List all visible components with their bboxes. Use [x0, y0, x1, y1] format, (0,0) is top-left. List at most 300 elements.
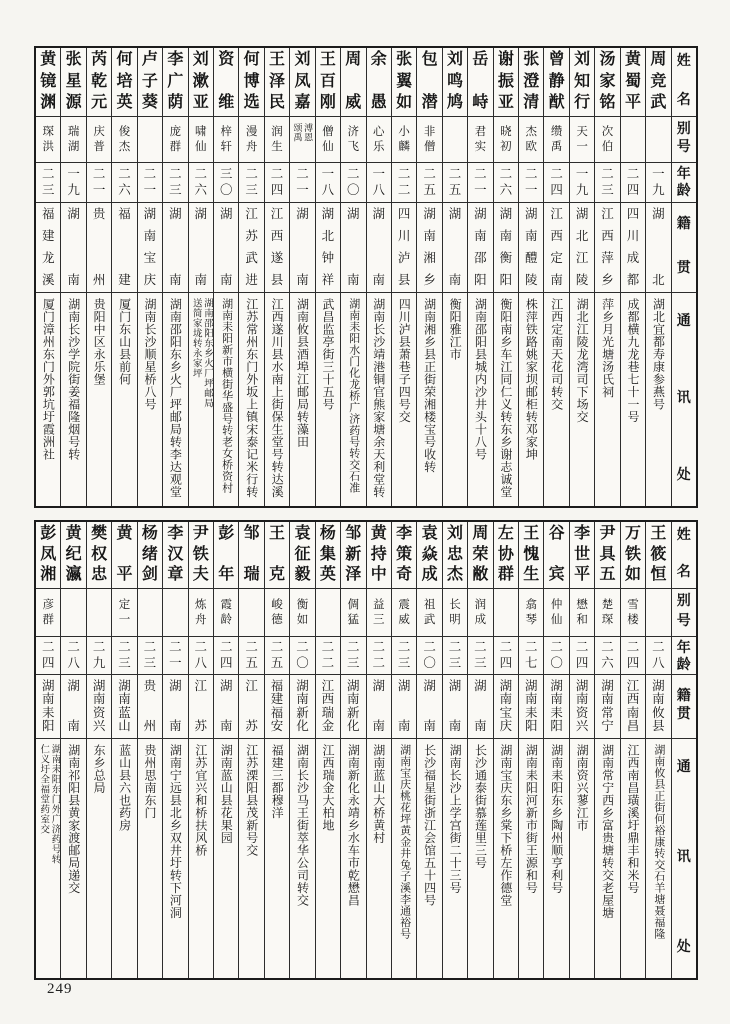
alias-cell — [392, 116, 416, 162]
glyph: 六 — [601, 655, 614, 670]
glyph: 征 — [294, 545, 311, 563]
name-cell — [392, 522, 416, 588]
glyph: 州 — [143, 718, 157, 733]
glyph: 二 — [626, 640, 640, 655]
glyph: 一 — [67, 167, 80, 182]
vertical-text: 湖北江陵龙湾司下场交 — [575, 298, 590, 423]
glyph: 二 — [270, 167, 284, 182]
glyph: 初 — [500, 140, 512, 153]
glyph: 四 — [397, 207, 411, 221]
glyph: 愧 — [523, 545, 540, 563]
glyph: 南 — [67, 718, 80, 733]
glyph: 川 — [397, 228, 411, 243]
address-cell — [646, 738, 670, 978]
glyph: 三 — [143, 655, 157, 670]
glyph: 琴 — [525, 613, 537, 626]
address-cell — [570, 738, 594, 978]
origin-cell — [443, 202, 467, 292]
glyph: 阳 — [499, 272, 513, 287]
glyph: 新 — [347, 705, 360, 720]
glyph: 庆 — [499, 718, 513, 733]
glyph: 刚 — [319, 94, 336, 112]
glyph: 一 — [92, 182, 106, 197]
glyph: 贯 — [676, 707, 691, 723]
glyph: 江 — [245, 207, 258, 221]
glyph: 福 — [118, 207, 131, 221]
glyph: 五 — [599, 566, 616, 584]
glyph: 南 — [499, 692, 513, 707]
name-cell — [341, 522, 365, 588]
glyph: 祥 — [321, 272, 335, 287]
alias-cell — [519, 116, 543, 162]
age-cell — [443, 162, 467, 202]
glyph: 姓 — [676, 528, 691, 543]
alias-cell — [316, 588, 340, 636]
vertical-text: 湖南常宁西乡富贵塘转交老屋塘 — [600, 744, 615, 919]
vertical-text: 湖南攸县正街何裕康转交石羊塘聂福隆 — [652, 744, 665, 940]
glyph: 一 — [169, 655, 182, 670]
glyph: 如 — [396, 94, 413, 112]
glyph: 湖 — [67, 207, 80, 221]
glyph: 二 — [397, 167, 411, 182]
age-cell — [316, 162, 340, 202]
age-cell — [87, 162, 111, 202]
glyph: 益 — [372, 599, 385, 612]
alias-cell — [367, 116, 391, 162]
glyph: 德 — [271, 613, 283, 626]
glyph: 湘 — [40, 566, 57, 584]
address-cell — [341, 738, 365, 978]
age-cell — [214, 636, 238, 674]
glyph: 缵 — [550, 126, 563, 139]
glyph: 湖 — [219, 207, 233, 221]
glyph: 二 — [143, 640, 157, 655]
glyph: 三 — [41, 182, 55, 197]
glyph: 培 — [116, 72, 133, 90]
glyph: 源 — [65, 94, 82, 112]
glyph: 黄 — [40, 51, 57, 68]
alias-cell — [544, 588, 568, 636]
glyph: 楼 — [627, 613, 639, 626]
name-cell — [621, 522, 645, 588]
glyph: 南 — [550, 272, 563, 287]
glyph: 四 — [499, 655, 513, 670]
glyph: 二 — [118, 640, 131, 655]
glyph: 年 — [676, 641, 691, 656]
directory-table-upper — [34, 46, 698, 508]
glyph: 九 — [575, 182, 589, 197]
directory-table-lower — [34, 520, 698, 980]
glyph: 湖 — [525, 679, 538, 693]
glyph: 八 — [652, 655, 665, 670]
name-cell — [163, 522, 187, 588]
vertical-text: 江西南昌璜溪圩鼎丰和米号 — [626, 744, 641, 894]
entry-column — [366, 48, 391, 506]
vertical-text: 厦门东山县前何 — [117, 298, 132, 386]
vertical-text: 湖南资兴蓼江市 — [575, 744, 590, 832]
glyph: 昌 — [626, 718, 640, 733]
entry-column — [213, 522, 238, 978]
glyph: 五 — [423, 182, 436, 197]
glyph: 天 — [576, 126, 588, 139]
glyph: 南 — [169, 718, 182, 733]
entry-column — [340, 522, 365, 978]
origin-cell — [468, 202, 492, 292]
name-cell — [214, 522, 238, 588]
name-cell — [189, 48, 213, 116]
header-column — [671, 48, 696, 506]
glyph: 二 — [525, 167, 538, 182]
vertical-text: 湖南耒阳东乡陶州顺亨利号 — [549, 744, 564, 894]
glyph: 实 — [474, 140, 487, 153]
glyph: 博 — [243, 72, 260, 90]
glyph: 二 — [397, 182, 411, 197]
glyph: 倜 — [347, 599, 360, 612]
glyph: 星 — [65, 72, 82, 90]
glyph: 中 — [370, 566, 387, 584]
alias-cell — [417, 588, 441, 636]
glyph: 阳 — [525, 718, 538, 733]
glyph: 二 — [448, 640, 462, 655]
glyph: 湖 — [296, 679, 309, 693]
entry-column — [645, 522, 670, 978]
glyph: 选 — [243, 94, 260, 112]
glyph: 化 — [347, 718, 360, 733]
vertical-text: 湖南长沙上学宫街二十三号 — [448, 744, 463, 894]
alias-cell — [468, 588, 492, 636]
glyph: 刘 — [574, 51, 591, 68]
glyph: 南 — [143, 228, 157, 243]
entry-column — [366, 522, 391, 978]
glyph: 南 — [118, 692, 131, 707]
glyph: 南 — [525, 692, 538, 707]
glyph: 百 — [319, 72, 336, 90]
address-cell — [443, 292, 467, 506]
name-cell — [239, 522, 263, 588]
glyph: 〇 — [423, 655, 436, 670]
glyph: 彭 — [218, 525, 235, 542]
glyph: 湖 — [525, 207, 538, 221]
glyph: 瑞 — [321, 705, 335, 720]
vertical-text: 长沙通泰街慕莲里三号 — [473, 744, 488, 869]
glyph: 张 — [65, 51, 82, 68]
name-cell — [189, 522, 213, 588]
glyph: 进 — [245, 272, 258, 287]
header-address — [672, 292, 696, 506]
glyph: 七 — [525, 655, 538, 670]
vertical-text: 湖南邵阳东乡火厂坪邮局 送简家垅转永家坪 — [190, 298, 212, 408]
alias-cell — [214, 588, 238, 636]
glyph: 润 — [474, 599, 487, 612]
alias-cell — [112, 116, 136, 162]
glyph: 资 — [218, 51, 235, 68]
glyph: 平 — [574, 566, 591, 584]
name-cell — [519, 522, 543, 588]
glyph: 南 — [550, 692, 563, 707]
glyph: 如 — [624, 566, 641, 584]
entry-column — [569, 522, 594, 978]
glyph: 宾 — [548, 566, 565, 584]
glyph: 〇 — [219, 182, 233, 197]
alias-cell — [163, 116, 187, 162]
address-cell — [595, 292, 619, 506]
glyph: 行 — [574, 94, 591, 112]
glyph: 建 — [270, 692, 284, 707]
age-cell — [621, 636, 645, 674]
glyph: 蓝 — [118, 705, 131, 720]
header-column — [671, 522, 696, 978]
glyph: 通 — [676, 314, 691, 329]
glyph: 籍 — [676, 689, 691, 704]
glyph: 黄 — [370, 525, 387, 542]
age-cell — [36, 162, 60, 202]
glyph: 黄 — [624, 51, 641, 68]
origin-cell — [519, 674, 543, 738]
origin-cell — [570, 202, 594, 292]
glyph: 处 — [676, 940, 691, 956]
glyph: 乐 — [372, 140, 385, 153]
glyph: 二 — [92, 167, 106, 182]
glyph: 南 — [92, 692, 106, 707]
glyph: 六 — [118, 182, 131, 197]
glyph: 南 — [423, 228, 436, 243]
glyph: 三 — [397, 655, 411, 670]
origin-cell — [519, 202, 543, 292]
address-cell — [265, 738, 289, 978]
age-cell — [519, 636, 543, 674]
age-cell — [468, 162, 492, 202]
glyph: 二 — [67, 640, 80, 655]
origin-cell — [265, 674, 289, 738]
glyph: 武 — [245, 250, 258, 265]
age-cell — [87, 636, 111, 674]
name-cell — [646, 48, 670, 116]
entry-column — [620, 48, 645, 506]
glyph: 二 — [550, 640, 563, 655]
glyph: 生 — [271, 140, 283, 153]
glyph: 王 — [319, 51, 336, 68]
vertical-text: 江苏宜兴和桥扶风桥 — [193, 744, 208, 857]
glyph: 通 — [676, 760, 691, 775]
glyph: 定 — [118, 599, 131, 612]
glyph: 霞 — [220, 599, 232, 612]
glyph: 遂 — [270, 250, 284, 265]
glyph: 八 — [194, 655, 208, 670]
alias-cell — [87, 116, 111, 162]
glyph: 民 — [269, 94, 286, 112]
glyph: 协 — [497, 545, 514, 563]
alias-cell — [646, 588, 670, 636]
address-cell — [112, 292, 136, 506]
glyph: 贵 — [143, 679, 157, 693]
name-cell — [443, 48, 467, 116]
glyph: 湖 — [550, 679, 563, 693]
glyph: 欧 — [525, 140, 537, 153]
glyph: 铁 — [624, 545, 641, 563]
glyph: 泽 — [269, 72, 286, 90]
vertical-text: 江苏常州东门外坂上镇宋泰记米行转 — [244, 298, 259, 498]
name-cell — [367, 522, 391, 588]
glyph: 二 — [347, 167, 360, 182]
glyph: 号 — [676, 614, 691, 630]
glyph: 江 — [601, 207, 614, 221]
glyph: 黄 — [65, 525, 82, 542]
entry-column — [188, 522, 213, 978]
name-cell — [265, 48, 289, 116]
age-cell — [239, 162, 263, 202]
glyph: 轩 — [220, 140, 232, 153]
entry-column — [36, 48, 60, 506]
address-cell — [138, 738, 162, 978]
glyph: 刘 — [294, 51, 311, 68]
entry-column — [416, 48, 441, 506]
alias-cell — [367, 588, 391, 636]
glyph: 三 — [347, 655, 360, 670]
glyph: 毅 — [294, 566, 311, 584]
glyph: 县 — [270, 272, 284, 287]
glyph: 生 — [523, 566, 540, 584]
glyph: 包 — [421, 51, 438, 68]
glyph: 湖 — [296, 207, 309, 221]
glyph: 僧 — [322, 126, 334, 139]
address-cell — [316, 292, 340, 506]
glyph: 忠 — [91, 566, 108, 584]
glyph: 瀛 — [65, 566, 82, 584]
age-cell — [239, 636, 263, 674]
glyph: 兴 — [92, 718, 106, 733]
age-cell — [595, 162, 619, 202]
name-cell — [138, 48, 162, 116]
glyph: 杰 — [118, 140, 131, 153]
name-cell — [468, 522, 492, 588]
glyph: 润 — [271, 126, 283, 139]
origin-cell — [36, 202, 60, 292]
address-cell — [138, 292, 162, 506]
glyph: 凤 — [40, 545, 57, 563]
glyph: 三 — [601, 182, 614, 197]
vertical-text: 福建三都穆洋 — [270, 744, 285, 819]
glyph: 湖 — [474, 679, 487, 693]
alias-cell — [519, 588, 543, 636]
glyph: 四 — [575, 655, 589, 670]
glyph: 李 — [167, 51, 184, 68]
glyph: 龄 — [220, 613, 232, 626]
alias-cell — [265, 588, 289, 636]
glyph: 王 — [650, 525, 667, 542]
glyph: 西 — [601, 228, 614, 243]
glyph: 李 — [396, 525, 413, 542]
glyph: 晓 — [500, 126, 512, 139]
vertical-text: 衡阳雅江市 — [448, 298, 463, 361]
origin-cell — [341, 202, 365, 292]
origin-cell — [112, 202, 136, 292]
vertical-text: 湖南长沙靖港铜官熊家塘余天利堂转 — [371, 298, 386, 498]
glyph: 西 — [321, 692, 335, 707]
entry-column — [111, 522, 136, 978]
origin-cell — [290, 674, 314, 738]
glyph: 楚 — [601, 599, 614, 612]
vertical-text: 江西遂川县水南上街保生堂号转达溪 — [270, 298, 285, 498]
name-cell — [494, 522, 518, 588]
entry-column — [340, 48, 365, 506]
glyph: 苏 — [245, 718, 258, 733]
glyph: 持 — [370, 545, 387, 563]
address-cell — [392, 292, 416, 506]
entry-column — [594, 522, 619, 978]
entry-column — [137, 522, 162, 978]
glyph: 鸠 — [446, 94, 463, 112]
glyph: 四 — [219, 655, 233, 670]
vertical-text: 蓝山县六也药房 — [117, 744, 132, 832]
glyph: 亚 — [192, 94, 209, 112]
glyph: 九 — [67, 182, 80, 197]
glyph: 铭 — [599, 94, 616, 112]
alias-cell — [189, 588, 213, 636]
address-cell — [519, 292, 543, 506]
glyph: 一 — [321, 167, 335, 182]
glyph: 洪 — [42, 140, 54, 153]
address-cell — [417, 292, 441, 506]
alias-cell — [239, 588, 263, 636]
glyph: 四 — [626, 655, 640, 670]
name-cell — [112, 48, 136, 116]
vertical-text: 江苏溧阳县茂新号交 — [244, 744, 259, 857]
glyph: 湖 — [347, 207, 360, 221]
glyph: 余 — [370, 51, 387, 68]
address-cell — [214, 292, 238, 506]
age-cell — [265, 162, 289, 202]
origin-cell — [214, 202, 238, 292]
glyph: 县 — [652, 718, 665, 733]
glyph: 溪 — [41, 272, 55, 287]
origin-cell — [341, 674, 365, 738]
glyph: 二 — [321, 640, 335, 655]
age-cell — [163, 636, 187, 674]
alias-cell — [621, 116, 645, 162]
alias-cell — [87, 588, 111, 636]
origin-cell — [367, 674, 391, 738]
glyph: 奇 — [396, 566, 413, 584]
age-cell — [544, 636, 568, 674]
glyph: 南 — [474, 228, 487, 243]
glyph: 号 — [676, 140, 691, 156]
glyph: 王 — [523, 525, 540, 542]
address-cell — [544, 292, 568, 506]
vertical-text: 湖南宝庆桃花坪黄金井兔子溪李通裕号 — [398, 744, 411, 940]
origin-cell — [265, 202, 289, 292]
name-cell — [494, 48, 518, 116]
alias-cell — [61, 116, 85, 162]
origin-cell — [112, 674, 136, 738]
glyph: 南 — [652, 692, 665, 707]
glyph: 资 — [92, 705, 106, 720]
age-cell — [138, 636, 162, 674]
glyph: 祖 — [423, 599, 436, 612]
glyph: 都 — [626, 272, 640, 287]
entry-column — [569, 48, 594, 506]
vertical-text: 厦门漳州东门外郭坑圩霞洲社 — [41, 298, 56, 461]
glyph: 福 — [41, 207, 55, 221]
glyph: 湖 — [652, 679, 665, 693]
address-cell — [189, 292, 213, 506]
name-cell — [265, 522, 289, 588]
glyph: 炼 — [195, 599, 207, 612]
glyph: 策 — [396, 545, 413, 563]
address-cell — [468, 292, 492, 506]
glyph: 左 — [497, 525, 514, 542]
address-cell — [61, 738, 85, 978]
glyph: 汤 — [599, 51, 616, 68]
